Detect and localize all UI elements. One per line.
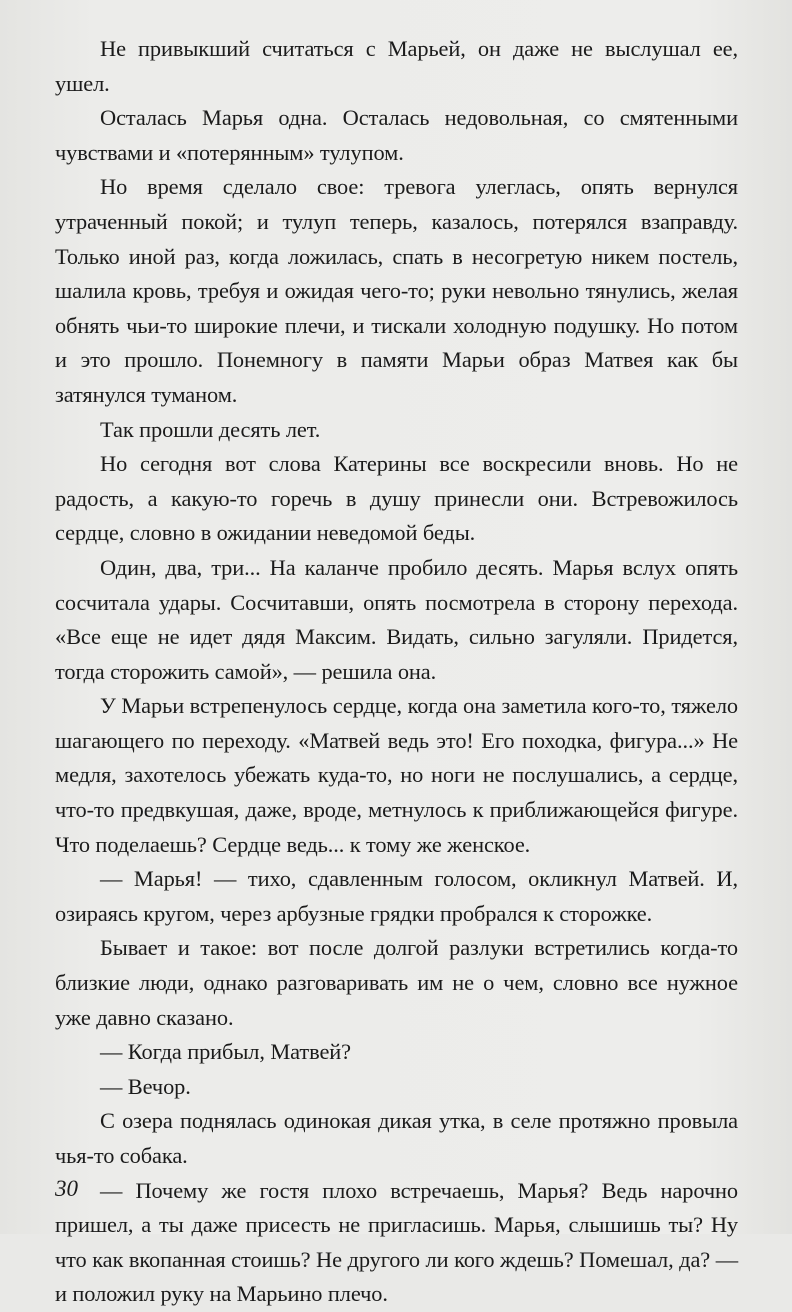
paragraph: Осталась Марья одна. Осталась недовольная, со смятенными чувствами и «потерянным» тулупом. [55, 105, 738, 165]
paragraph: У Марьи встрепенулось сердце, когда она заметила кого-то, тяжело шагающего по переходу. «Матвей ведь это! Его походка, фигура...» Не медля, захотелось убежать куда-то, но ноги не послушались, а сердце, что-то предвкушая, даже, вроде, метнулось к приближающейся фигуре. Что поделаешь? Сердце ведь... к тому же женское. [55, 693, 738, 857]
paragraph: — Марья! — тихо, сдавленным голосом, окликнул Матвей. И, озираясь кругом, через арбузные грядки пробрался к сторожке. [55, 866, 738, 926]
paragraph: Не привыкший считаться с Марьей, он даже не выслушал ее, ушел. [55, 36, 738, 96]
paragraph: Так прошли десять лет. [100, 416, 321, 442]
page-text [55, 32, 738, 1312]
paragraph: С озера поднялась одинокая дикая утка, в селе протяжно провыла чья-то собака. [55, 1108, 738, 1168]
paragraph: — Вечор. [100, 1073, 191, 1099]
paragraph: Но сегодня вот слова Катерины все воскресили вновь. Но не радость, а какую-то горечь в душу принесли они. Встревожилось сердце, словно в ожидании неведомой беды. [55, 451, 738, 546]
paragraph: Но время сделало свое: тревога улеглась, опять вернулся утраченный покой; и тулуп теперь, казалось, потерялся взаправду. Только иной раз, когда ложилась, спать в несогретую никем постель, шалила кровь, требуя и ожидая чего-то; руки невольно тянулись, желая обнять чьи-то широкие плечи, и тискали холодную подушку. Но потом и это прошло. Понемногу в памяти Марьи образ Матвея как бы затянулся туманом. [55, 174, 738, 407]
page-number: 30 [55, 1176, 78, 1201]
paragraph: Один, два, три... На каланче пробило десять. Марья вслух опять сосчитала удары. Сосчитавши, опять посмотрела в сторону перехода. «Все еще не идет дядя Максим. Видать, сильно загуляли. Придется, тогда сторожить самой», — решила она. [55, 554, 738, 684]
paragraph: — Когда прибыл, Матвей? [100, 1039, 352, 1065]
paragraph: — Почему же гостя плохо встречаешь, Марья? Ведь нарочно пришел, а ты даже присесть не пригласишь. Марья, слышишь ты? Ну что как вкопанная стоишь? Не другого ли кого ждешь? Помешал, да? — и положил руку на Марьино плечо. [55, 1177, 738, 1307]
paragraph: Бывает и такое: вот после долгой разлуки встретились когда-то близкие люди, однако разговаривать им не о чем, словно все нужное уже давно сказано. [55, 935, 738, 1030]
